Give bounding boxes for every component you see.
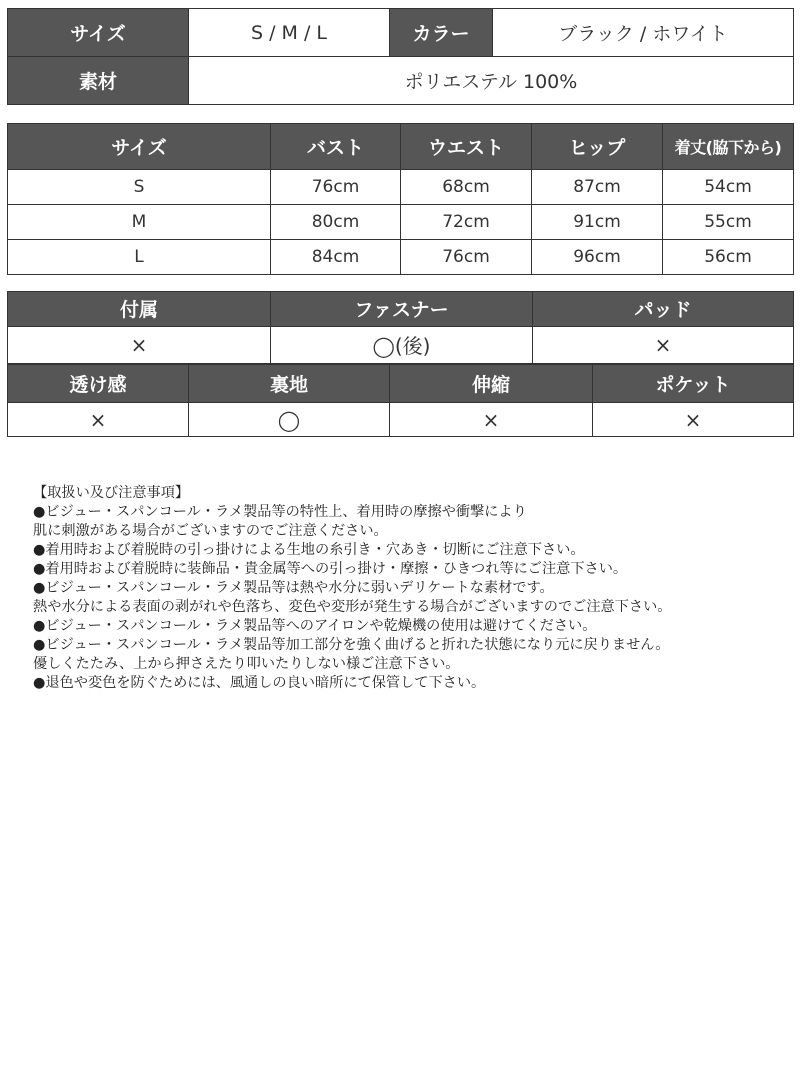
note-line: ●ビジュー・スパンコール・ラメ製品等へのアイロンや乾燥機の使用は避けてください。 (33, 618, 597, 634)
header-sheerness: 透け感 (8, 365, 189, 403)
care-notes (33, 484, 793, 693)
table-row (8, 205, 794, 240)
length-cell: 56cm (663, 240, 794, 275)
accessory-value: × (8, 326, 271, 363)
hip-cell: 91cm (532, 205, 663, 240)
header-pocket: ポケット (593, 365, 794, 403)
waist-cell: 68cm (401, 170, 532, 205)
sheerness-value: × (8, 403, 189, 437)
hip-cell: 87cm (532, 170, 663, 205)
bust-cell: 80cm (271, 205, 401, 240)
features-table-1 (7, 291, 793, 364)
note-line: ●着用時および着脱時に装飾品・貴金属等への引っ掛け・摩擦・ひきつれ等にご注意下さい。 (33, 561, 628, 577)
features-header-row (8, 365, 794, 403)
header-pad: パッド (533, 292, 794, 327)
features-header-row (8, 292, 794, 327)
table-row (8, 170, 794, 205)
spec-row-size-color (8, 9, 794, 57)
header-hip: ヒップ (532, 124, 663, 170)
length-cell: 55cm (663, 205, 794, 240)
note-line: 肌に刺激がある場合がございますのでご注意ください。 (33, 523, 388, 539)
header-length: 着丈(脇下から) (663, 124, 794, 170)
header-bust: バスト (271, 124, 401, 170)
table-row (8, 240, 794, 275)
size-cell: M (8, 205, 271, 240)
size-chart-header-row (8, 124, 794, 170)
waist-cell: 72cm (401, 205, 532, 240)
size-label: サイズ (8, 9, 189, 57)
bust-cell: 76cm (271, 170, 401, 205)
color-label: カラー (390, 9, 493, 57)
stretch-value: × (390, 403, 593, 437)
note-line: 熱や水分による表面の剥がれや色落ち、変色や変形が発生する場合がございますのでご注意下さい。 (33, 599, 672, 615)
header-accessory: 付属 (8, 292, 271, 327)
note-line: ●退色や変色を防ぐためには、風通しの良い暗所にて保管して下さい。 (33, 675, 486, 691)
size-chart-table (7, 123, 793, 275)
note-line: ●ビジュー・スパンコール・ラメ製品等の特性上、着用時の摩擦や衝撃により (33, 504, 527, 520)
header-zipper: ファスナー (271, 292, 533, 327)
pocket-value: × (593, 403, 794, 437)
header-size: サイズ (8, 124, 271, 170)
size-cell: S (8, 170, 271, 205)
material-label: 素材 (8, 57, 189, 105)
bust-cell: 84cm (271, 240, 401, 275)
note-line: ●ビジュー・スパンコール・ラメ製品等は熱や水分に弱いデリケートな素材です。 (33, 580, 554, 596)
spec-table (7, 8, 793, 105)
pad-value: × (533, 326, 794, 363)
note-line: ●着用時および着脱時の引っ掛けによる生地の糸引き・穴あき・切断にご注意下さい。 (33, 542, 585, 558)
header-waist: ウエスト (401, 124, 532, 170)
material-value: ポリエステル 100% (189, 57, 794, 105)
waist-cell: 76cm (401, 240, 532, 275)
features-value-row (8, 326, 794, 363)
color-value: ブラック / ホワイト (493, 9, 794, 57)
size-value: S / M / L (189, 9, 390, 57)
note-line: ●ビジュー・スパンコール・ラメ製品等加工部分を強く曲げると折れた状態になり元に戻りません。 (33, 637, 670, 653)
spec-row-material (8, 57, 794, 105)
notes-heading: 【取扱い及び注意事項】 (33, 485, 190, 501)
header-lining: 裏地 (189, 365, 390, 403)
lining-value: ◯ (189, 403, 390, 437)
features-table-2 (7, 364, 793, 437)
hip-cell: 96cm (532, 240, 663, 275)
length-cell: 54cm (663, 170, 794, 205)
note-line: 優しくたたみ、上から押さえたり叩いたりしない様ご注意下さい。 (33, 656, 460, 672)
header-stretch: 伸縮 (390, 365, 593, 403)
zipper-value: ◯(後) (271, 326, 533, 363)
size-cell: L (8, 240, 271, 275)
features-value-row (8, 403, 794, 437)
